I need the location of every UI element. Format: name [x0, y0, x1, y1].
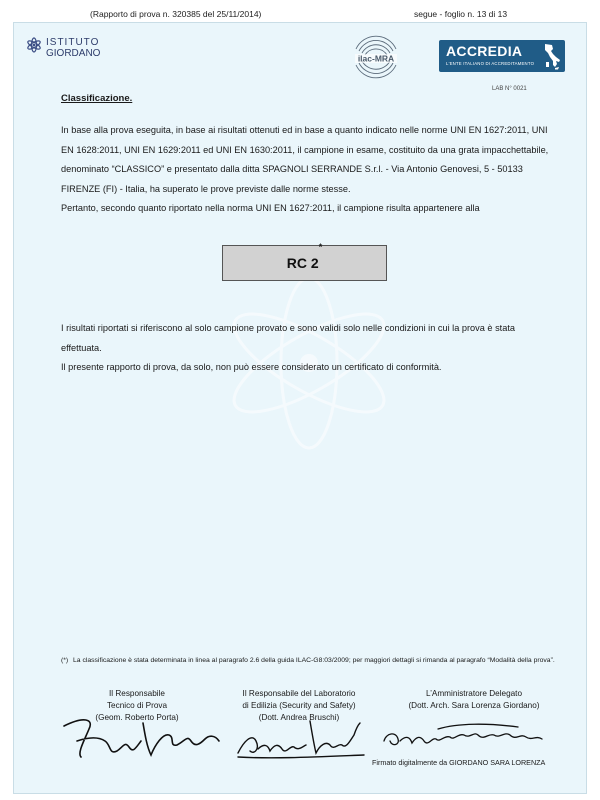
classification-value: RC 2: [286, 255, 319, 271]
page-top-line: [0, 6, 600, 22]
signatory-role: Il Responsabile: [109, 689, 165, 698]
signature-bruschi: [234, 711, 374, 763]
report-page: [13, 22, 587, 794]
section-heading: Classificazione.: [61, 93, 133, 104]
accredia-name: ACCREDIA: [446, 43, 523, 59]
classification-box: [222, 242, 387, 281]
footnote-text: La classificazione è stata determinata in linea al paragrafo 2.6 della guida ILAC-G8:03/2009; per maggiori dettagli si rimanda al paragrafo “Modalità della prova”.: [73, 657, 555, 664]
signature-porta: [59, 711, 224, 763]
italy-map-icon: [542, 43, 562, 70]
footnote-mark: (*): [61, 657, 69, 664]
accredia-logo: [439, 40, 565, 72]
istituto-logo-line2: GIORDANO: [46, 48, 101, 59]
signatory-name: (Geom. Roberto Porta): [95, 713, 179, 722]
paragraph-certificate-note: Il presente rapporto di prova, da solo, non può essere considerato un certificato di conformità.: [61, 362, 442, 372]
istituto-giordano-emblem-icon: [26, 37, 42, 53]
classification-text: [61, 121, 553, 219]
paragraph-test-result: In base alla prova eseguita, in base ai risultati ottenuti ed in base a quanto indicato nelle norme UNI EN 1627:2011, UNI EN 1628:2011, UNI EN 1629:2011 ed UNI EN 1630:2011, il campione in esame, costituito da una grata impacchettabile, denominato “CLASSICO” e presentato dalla ditta SPAGNOLI SERRANDE S.r.l. - Via Antonio Genovesi, 5 - 50133 FIRENZE (FI) - Italia, ha superato le prove previste dalle norme stesse.: [61, 125, 549, 194]
accredia-subtitle: L'ENTE ITALIANO DI ACCREDITAMENTO: [446, 61, 535, 66]
signatory-director: [394, 688, 554, 712]
signatory-name: (Dott. Arch. Sara Lorenza Giordano): [408, 701, 540, 710]
ilac-mra-logo: [348, 29, 404, 85]
classification-footnote-mark: *: [318, 242, 323, 252]
report-reference: (Rapporto di prova n. 320385 del 25/11/2014): [90, 9, 262, 19]
ilac-mra-text: ilac-MRA: [357, 53, 395, 64]
signatory-name: (Dott. Andrea Bruschi): [258, 713, 340, 722]
istituto-logo-line1: ISTITUTO: [46, 37, 100, 48]
signatory-role: Il Responsabile del Laboratorio: [242, 689, 356, 698]
signatory-role-detail: Tecnico di Prova: [106, 701, 168, 710]
validity-text: [61, 319, 553, 378]
signatory-role: L’Amministratore Delegato: [425, 689, 523, 698]
lab-number: LAB N° 0021: [492, 86, 527, 92]
paragraph-validity: I risultati riportati si riferiscono al solo campione provato e sono validi solo nelle condizioni in cui la prova è stata effettuata.: [61, 323, 515, 353]
signatory-role-detail: di Edilizia (Security and Safety): [242, 701, 356, 710]
sheet-number: segue - foglio n. 13 di 13: [414, 9, 508, 19]
signature-giordano: [378, 711, 558, 759]
paragraph-class-intro: Pertanto, secondo quanto riportato nella norma UNI EN 1627:2011, il campione risulta appartenere alla: [61, 203, 480, 213]
digital-signature-note: Firmato digitalmente da GIORDANO SARA LORENZA: [372, 758, 546, 767]
